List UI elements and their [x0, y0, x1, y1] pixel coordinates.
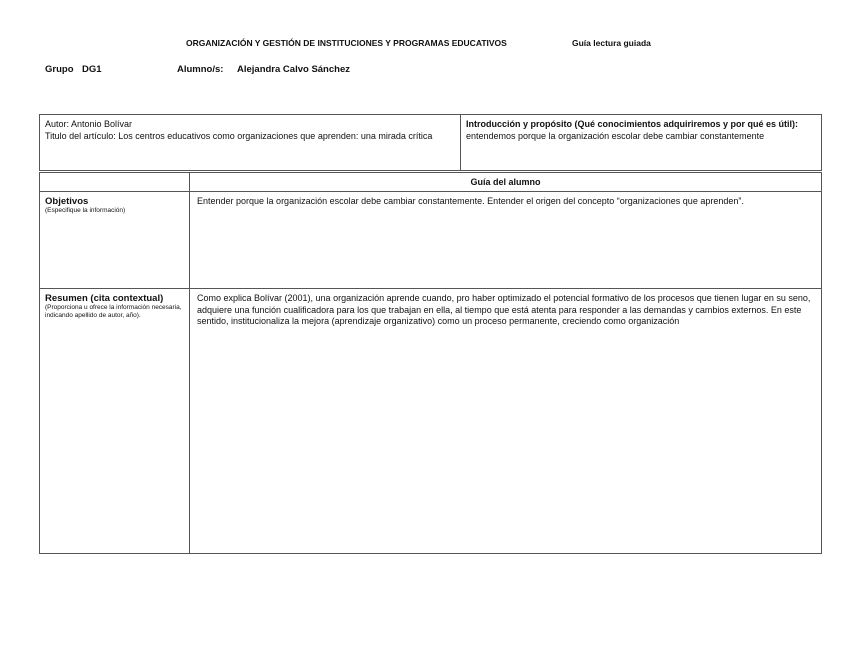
group-label: Grupo [45, 64, 74, 75]
article-info-cell [40, 115, 461, 170]
guide-column-header: Guía del alumno [470, 177, 541, 187]
objectives-content: Entender porque la organización escolar debe cambiar constantemente. Entender el origen del concepto “organizaciones que aprenden”. [197, 196, 744, 206]
document-subtitle: Guía lectura guiada [572, 38, 651, 48]
intro-text: entendemos porque la organización escolar debe cambiar constantemente [466, 130, 765, 141]
objectives-row [40, 192, 821, 289]
article-info-table [39, 114, 822, 171]
objectives-title: Objetivos [45, 196, 89, 207]
objectives-label-cell [40, 192, 190, 288]
summary-note: (Proporciona u ofrece la información necesaria, indicando apellido de autor, año). [45, 304, 182, 319]
empty-header-cell [40, 173, 190, 191]
summary-label-cell [40, 289, 190, 553]
objectives-note: (Especifique la información) [45, 207, 126, 214]
student-label: Alumno/s: [177, 64, 224, 75]
article-title: Titulo del artículo: Los centros educativos como organizaciones que aprenden: una mirada crítica [45, 130, 433, 141]
summary-content: Como explica Bolívar (2001), una organización aprende cuando, pro haber optimizado el potencial formativo de los procesos que tienen lugar en su seno, adquiere una función cualificadora para los que trabajan en ella, al tiempo que está atenta para responder a las demandas y cambios externos. En este sentido, institucionaliza la mejora (aprendizaje organizativo) como un proceso permanente, creciendo como organización [197, 293, 811, 326]
guide-header-row [40, 173, 821, 192]
group-value: DG1 [82, 64, 102, 75]
intro-heading: Introducción y propósito (Qué conocimientos adquiriremos y por qué es útil): [466, 119, 799, 129]
summary-title: Resumen (cita contextual) [45, 293, 164, 304]
document-title: ORGANIZACIÓN Y GESTIÓN DE INSTITUCIONES Y PROGRAMAS EDUCATIVOS [186, 38, 507, 48]
article-author: Autor: Antonio Bolívar [45, 119, 133, 129]
summary-row [40, 289, 821, 553]
intro-purpose-cell [461, 115, 821, 170]
student-value: Alejandra Calvo Sánchez [237, 64, 350, 75]
guide-table [39, 172, 822, 554]
